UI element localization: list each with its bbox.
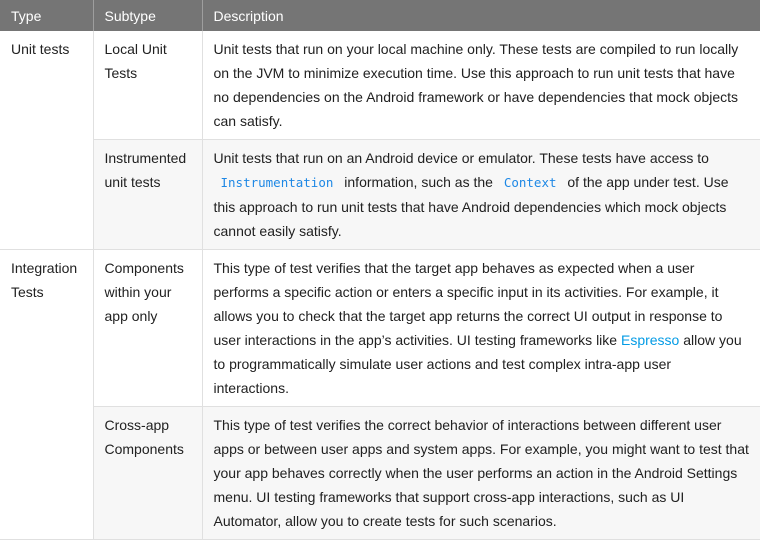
description-text: information, such as the xyxy=(344,174,493,190)
subtype-line: Cross-app xyxy=(104,417,170,433)
subtype-line: unit tests xyxy=(104,174,161,190)
table-row xyxy=(0,407,760,540)
subtype-line: app only xyxy=(104,308,158,324)
description-cell-instrumented-unit-tests xyxy=(202,140,760,250)
type-line: Tests xyxy=(11,284,44,300)
espresso-link[interactable]: Espresso xyxy=(620,332,680,348)
subtype-line: Local Unit xyxy=(104,41,167,57)
subtype-line: Components xyxy=(104,260,184,276)
subtype-cell-components-within-app xyxy=(93,250,202,407)
header-description: Description xyxy=(202,0,760,31)
table-body xyxy=(0,31,760,540)
description-text: allow you to programmatically simulate user actions and test complex intra-app user interactions. xyxy=(213,332,742,396)
table-row xyxy=(0,140,760,250)
description-text: This type of test verifies that the target app behaves as expected when a user performs a specific action or enters a specific input in its activities. For example, it allows you to check that the target app returns the correct UI output in response to user interactions in the app’s activities. UI testing frameworks like xyxy=(213,260,723,348)
subtype-line: Instrumented xyxy=(104,150,187,166)
type-line: Integration xyxy=(11,260,78,276)
header-type: Type xyxy=(0,0,93,31)
header-subtype: Subtype xyxy=(93,0,202,31)
subtype-line: Components xyxy=(104,441,184,457)
subtype-cell-cross-app-components xyxy=(93,407,202,540)
header-row xyxy=(0,0,760,31)
subtype-cell-local-unit-tests xyxy=(93,31,202,140)
type-cell-unit-tests: Unit tests xyxy=(0,31,93,250)
table-row xyxy=(0,31,760,140)
description-text: of the app under test. Use this approach to run unit tests that have Android dependencies which mock objects cannot easily satisfy. xyxy=(213,174,729,239)
description-cell-local-unit-tests: Unit tests that run on your local machine only. These tests are compiled to run locally on the JVM to minimize execution time. Use this approach to run unit tests that have no dependencies on the Android framework or have dependencies that mock objects can satisfy. xyxy=(202,31,760,140)
description-text: Unit tests that run on an Android device or emulator. These tests have access to xyxy=(213,150,709,166)
subtype-line: Tests xyxy=(104,65,138,81)
subtype-line: within your xyxy=(104,284,172,300)
description-cell-components-within-app xyxy=(202,250,760,407)
type-cell-integration-tests xyxy=(0,250,93,540)
code-context: Context xyxy=(503,175,557,190)
description-cell-cross-app-components: This type of test verifies the correct behavior of interactions between different user apps or between user apps and system apps. For example, you might want to test that your app behaves correctly when the user performs an action in the Android Settings menu. UI testing frameworks that support cross-app interactions, such as UI Automator, allow you to create tests for such scenarios. xyxy=(202,407,760,540)
table-row xyxy=(0,250,760,407)
subtype-cell-instrumented-unit-tests xyxy=(93,140,202,250)
table-header xyxy=(0,0,760,31)
code-instrumentation: Instrumentation xyxy=(220,175,334,190)
